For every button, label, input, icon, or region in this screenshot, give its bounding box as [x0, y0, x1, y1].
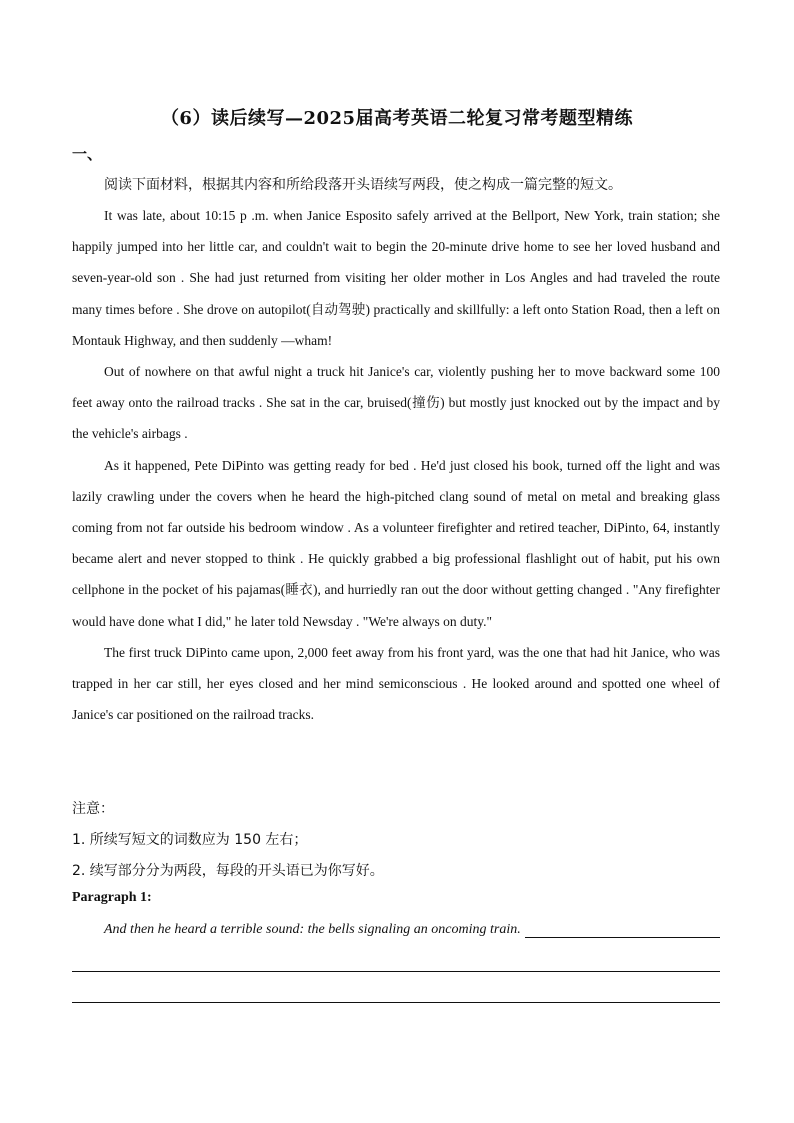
- paragraph-1-opening-row: [104, 921, 720, 938]
- page-title: （6）读后续写—2025届高考英语二轮复习常考题型精练: [160, 108, 634, 129]
- instruction-text: 阅读下面材料，根据其内容和所给段落开头语续写两段，使之构成一篇完整的短文。: [104, 177, 622, 193]
- passage-paragraph-1: It was late, about 10:15 p .m. when Janice Esposito safely arrived at the Bellport, New York, train station; she happily jumped into her little car, and couldn't wait to begin the 20-minute drive home to see her loved husband and seven-year-old son . She had just returned from visiting her older mother in Los Angles and had traveled the route many times before . She drove on autopilot(自动驾驶) practically and skillfully: a left onto Station Road, then a left on Montauk Highway, and then suddenly —wham!: [72, 208, 720, 348]
- passage-paragraph-3: As it happened, Pete DiPinto was getting ready for bed . He'd just closed his book, turned off the light and was lazily crawling under the covers when he heard the high-pitched clang sound of metal on metal and breaking glass coming from not far outside his bedroom window . As a volunteer firefighter and retired teacher, DiPinto, 64, instantly became alert and never stopped to think . He quickly grabbed a big professional flashlight out of habit, put his own cellphone in the pocket of his pajamas(睡衣), and hurriedly ran out the door without getting changed . "Any firefighter would have done what I did," he later told Newsday . "We're always on duty.": [72, 457, 720, 629]
- notes-heading: 注意：: [72, 801, 114, 817]
- answer-blank[interactable]: [525, 921, 720, 938]
- writing-line-1[interactable]: [72, 971, 720, 972]
- passage-paragraph-2: Out of nowhere on that awful night a truck hit Janice's car, violently pushing her to move backward some 100 feet away onto the railroad tracks . She sat in the car, bruised(撞伤) but mostly just knocked out by the impact and by the vehicle's airbags .: [72, 364, 720, 442]
- reading-passage: [72, 200, 720, 730]
- paragraph-1-opening: And then he heard a terrible sound: the bells signaling an oncoming train.: [104, 922, 521, 937]
- note-item-1: 1. 所续写短文的词数应为 150 左右；: [72, 832, 308, 848]
- paragraph-1-label: Paragraph 1:: [72, 890, 152, 905]
- notes-section: [72, 794, 720, 887]
- writing-line-2[interactable]: [72, 1002, 720, 1003]
- passage-paragraph-4: The first truck DiPinto came upon, 2,000 feet away from his front yard, was the one that had hit Janice, who was trapped in her car still, her eyes closed and her mind semiconscious . He looked around and spotted one wheel of Janice's car positioned on the railroad tracks.: [72, 644, 720, 723]
- note-item-2: 2. 续写部分分为两段，每段的开头语已为你写好。: [72, 863, 384, 879]
- section-number: 一、: [72, 145, 103, 163]
